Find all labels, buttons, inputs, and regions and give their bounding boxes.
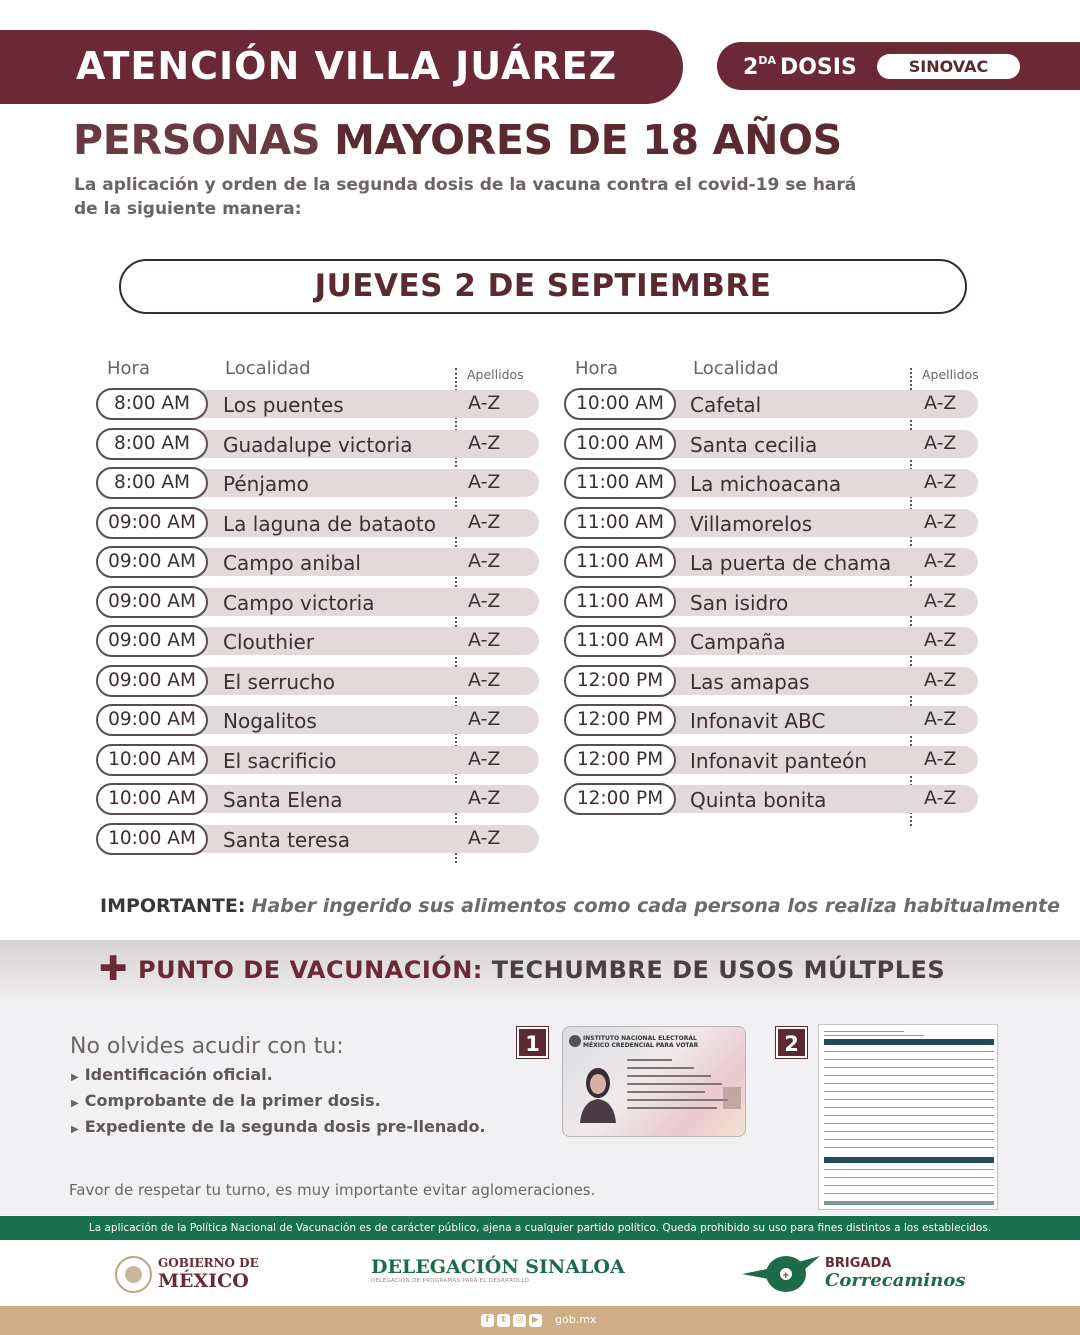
list-item bbox=[71, 1115, 486, 1141]
table-row bbox=[564, 704, 980, 736]
twitter-icon[interactable]: t bbox=[497, 1314, 510, 1327]
time-pill: 09:00 AM bbox=[96, 546, 208, 578]
requirement-text: Comprobante de la primer dosis. bbox=[84, 1091, 381, 1110]
gobierno-line1: GOBIERNO DE bbox=[158, 1256, 259, 1270]
surnames-cell: A-Z bbox=[924, 589, 957, 612]
footer-logos bbox=[0, 1240, 1080, 1306]
locality-cell: Villamorelos bbox=[690, 511, 813, 536]
schedule-table-right bbox=[564, 358, 980, 828]
locality-cell: Nogalitos bbox=[223, 709, 317, 733]
arrow-icon: ▶ bbox=[71, 1124, 79, 1135]
surnames-cell: A-Z bbox=[468, 668, 501, 691]
time-pill: 12:00 PM bbox=[564, 744, 676, 776]
dose-banner bbox=[717, 42, 1080, 90]
page-title: ATENCIÓN VILLA JUÁREZ bbox=[76, 44, 618, 88]
locality-cell: La puerta de chama bbox=[690, 551, 892, 575]
surnames-cell: A-Z bbox=[924, 431, 957, 454]
important-note bbox=[100, 895, 1060, 917]
surnames-cell: A-Z bbox=[468, 550, 501, 572]
time-pill: 09:00 AM bbox=[96, 625, 208, 657]
person-photo-icon bbox=[577, 1063, 619, 1123]
table-row bbox=[564, 467, 980, 499]
headline bbox=[73, 116, 842, 164]
surnames-cell: A-Z bbox=[924, 787, 957, 809]
surnames-cell: A-Z bbox=[924, 471, 957, 493]
correcaminos-label: Correcaminos bbox=[825, 1270, 966, 1291]
surnames-cell: A-Z bbox=[468, 392, 501, 414]
surnames-cell: A-Z bbox=[468, 747, 501, 770]
site-link[interactable]: gob.mx bbox=[555, 1313, 597, 1326]
table-row bbox=[96, 625, 541, 657]
surnames-cell: A-Z bbox=[468, 629, 501, 651]
schedule-table-left bbox=[96, 358, 541, 858]
mexico-seal-icon bbox=[569, 1035, 581, 1047]
title-banner bbox=[0, 30, 683, 104]
surnames-cell: A-Z bbox=[468, 471, 501, 493]
surnames-cell: A-Z bbox=[924, 510, 957, 533]
locality-cell: Clouthier bbox=[223, 630, 315, 654]
locality-cell: Cafetal bbox=[690, 393, 762, 417]
surnames-cell: A-Z bbox=[924, 629, 957, 651]
locality-cell: San isidro bbox=[690, 590, 789, 615]
locality-cell: La laguna de bataoto bbox=[223, 511, 436, 536]
table-row bbox=[96, 546, 541, 578]
list-item bbox=[71, 1089, 486, 1115]
table-row bbox=[564, 428, 980, 460]
time-pill: 8:00 AM bbox=[96, 388, 208, 420]
table-row bbox=[96, 783, 541, 815]
id-card-header: INSTITUTO NACIONAL ELECTORAL MÉXICO CREDENCIAL PARA VOTAR bbox=[583, 1035, 699, 1049]
time-pill: 11:00 AM bbox=[564, 625, 676, 657]
time-pill: 09:00 AM bbox=[96, 586, 208, 618]
dose-suffix: DA bbox=[758, 54, 776, 67]
locality-cell: Quinta bonita bbox=[690, 788, 827, 812]
table-row bbox=[564, 625, 980, 657]
table-row bbox=[564, 665, 980, 697]
surnames-cell: A-Z bbox=[468, 708, 501, 730]
table-row bbox=[96, 428, 541, 460]
header-apellidos: Apellidos bbox=[922, 367, 979, 382]
surnames-cell: A-Z bbox=[468, 787, 501, 809]
table-row bbox=[96, 467, 541, 499]
header-hora: Hora bbox=[575, 358, 618, 379]
header-localidad: Localidad bbox=[693, 358, 779, 379]
vaccination-form-image bbox=[818, 1024, 998, 1210]
time-pill: 12:00 PM bbox=[564, 783, 676, 815]
time-pill: 12:00 PM bbox=[564, 665, 676, 697]
vaccination-point-band bbox=[0, 940, 1080, 997]
time-pill: 10:00 AM bbox=[96, 823, 208, 855]
surnames-cell: A-Z bbox=[468, 510, 501, 533]
dose-number: 2 bbox=[743, 55, 759, 80]
locality-cell: La michoacana bbox=[690, 472, 842, 496]
surnames-cell: A-Z bbox=[924, 550, 957, 572]
table-row bbox=[96, 823, 541, 855]
locality-cell: Santa cecilia bbox=[690, 432, 818, 457]
dose-label bbox=[743, 54, 857, 80]
header-localidad: Localidad bbox=[225, 358, 311, 379]
list-item bbox=[71, 1063, 486, 1089]
locality-cell: Las amapas bbox=[690, 669, 810, 694]
table-row bbox=[96, 744, 541, 776]
arrow-icon: ▶ bbox=[71, 1098, 79, 1109]
locality-cell: El sacrificio bbox=[223, 748, 337, 773]
brigada-label: BRIGADA bbox=[825, 1256, 892, 1271]
table-row bbox=[564, 507, 980, 539]
important-label: IMPORTANTE: bbox=[100, 895, 246, 917]
requirement-text: Expediente de la segunda dosis pre-llenado. bbox=[84, 1117, 486, 1136]
time-pill: 10:00 AM bbox=[96, 744, 208, 776]
roadrunner-logo-icon bbox=[742, 1252, 822, 1296]
arrow-icon: ▶ bbox=[71, 1072, 79, 1083]
gobierno-seal-icon bbox=[115, 1256, 152, 1293]
headline-part2: MAYORES DE 18 AÑOS bbox=[334, 116, 842, 164]
requirement-text: Identificación oficial. bbox=[84, 1065, 273, 1084]
requirements-list bbox=[71, 1063, 486, 1141]
time-pill: 12:00 PM bbox=[564, 704, 676, 736]
locality-cell: Infonavit ABC bbox=[690, 709, 826, 733]
locality-cell: Santa Elena bbox=[223, 788, 343, 812]
table-row bbox=[564, 586, 980, 618]
id-card-image bbox=[562, 1026, 746, 1137]
intro-text: La aplicación y orden de la segunda dosis de la vacuna contra el covid-19 se hará de la siguiente manera: bbox=[74, 175, 857, 219]
delegacion-title: DELEGACIÓN SINALOA bbox=[371, 1256, 625, 1278]
locality-cell: Campo anibal bbox=[223, 551, 361, 575]
respect-note: Favor de respetar tu turno, es muy importante evitar aglomeraciones. bbox=[69, 1181, 596, 1199]
vaccination-point bbox=[138, 956, 945, 984]
locality-cell: Campo victoria bbox=[223, 590, 375, 615]
locality-cell: Pénjamo bbox=[223, 472, 309, 496]
number-badge-1: 1 bbox=[517, 1027, 548, 1058]
table-row bbox=[564, 388, 980, 420]
table-row bbox=[564, 783, 980, 815]
surnames-cell: A-Z bbox=[924, 708, 957, 730]
table-row bbox=[96, 704, 541, 736]
table-row bbox=[96, 586, 541, 618]
time-pill: 11:00 AM bbox=[564, 467, 676, 499]
vaccination-point-place: TECHUMBRE DE USOS MÚLTPLES bbox=[491, 956, 946, 984]
time-pill: 09:00 AM bbox=[96, 507, 208, 539]
table-row bbox=[96, 507, 541, 539]
header-apellidos: Apellidos bbox=[467, 367, 524, 382]
table-row bbox=[564, 744, 980, 776]
important-text: Haber ingerido sus alimentos como cada persona los realiza habitualmente bbox=[251, 895, 1061, 917]
date-box: JUEVES 2 DE SEPTIEMBRE bbox=[119, 259, 967, 314]
time-pill: 10:00 AM bbox=[96, 783, 208, 815]
time-pill: 10:00 AM bbox=[564, 388, 676, 420]
dose-word: DOSIS bbox=[779, 55, 857, 80]
locality-cell: Santa teresa bbox=[223, 827, 350, 852]
vaccine-badge: SINOVAC bbox=[877, 54, 1020, 79]
headline-part1: PERSONAS bbox=[73, 116, 321, 164]
legal-disclaimer: La aplicación de la Política Nacional de Vacunación es de carácter público, ajena a cualquier partido político. Queda prohibido su uso para fines distintos a los establecidos. bbox=[0, 1216, 1080, 1240]
number-badge-2: 2 bbox=[776, 1027, 807, 1058]
locality-cell: Guadalupe victoria bbox=[223, 432, 413, 457]
youtube-icon[interactable]: ▶ bbox=[529, 1314, 542, 1327]
plus-icon: ✚ bbox=[99, 949, 128, 989]
locality-cell: Los puentes bbox=[223, 393, 344, 417]
time-pill: 10:00 AM bbox=[564, 428, 676, 460]
requirements-title: No olvides acudir con tu: bbox=[70, 1034, 344, 1059]
svg-text:+: + bbox=[782, 1271, 790, 1281]
time-pill: 11:00 AM bbox=[564, 546, 676, 578]
social-icons bbox=[481, 1314, 542, 1327]
surnames-cell: A-Z bbox=[468, 431, 501, 454]
table-row bbox=[96, 388, 541, 420]
mini-photo bbox=[723, 1087, 741, 1109]
header-hora: Hora bbox=[107, 358, 150, 379]
surnames-cell: A-Z bbox=[924, 668, 957, 691]
table-row bbox=[96, 665, 541, 697]
table-row bbox=[564, 546, 980, 578]
time-pill: 8:00 AM bbox=[96, 428, 208, 460]
time-pill: 11:00 AM bbox=[564, 586, 676, 618]
locality-cell: Infonavit panteón bbox=[690, 748, 868, 773]
instagram-icon[interactable]: ◎ bbox=[513, 1314, 526, 1327]
facebook-icon[interactable]: f bbox=[481, 1314, 494, 1327]
time-pill: 09:00 AM bbox=[96, 665, 208, 697]
gobierno-line2: MÉXICO bbox=[158, 1270, 249, 1292]
time-pill: 11:00 AM bbox=[564, 507, 676, 539]
vaccination-point-label: PUNTO DE VACUNACIÓN: bbox=[138, 956, 483, 984]
surnames-cell: A-Z bbox=[924, 392, 957, 414]
locality-cell: El serrucho bbox=[223, 669, 335, 694]
surnames-cell: A-Z bbox=[468, 589, 501, 612]
locality-cell: Campaña bbox=[690, 630, 786, 654]
surnames-cell: A-Z bbox=[924, 747, 957, 770]
time-pill: 09:00 AM bbox=[96, 704, 208, 736]
time-pill: 8:00 AM bbox=[96, 467, 208, 499]
surnames-cell: A-Z bbox=[468, 826, 501, 849]
bottom-bar bbox=[0, 1306, 1080, 1335]
delegacion-subtitle: DELEGACIÓN DE PROGRAMAS PARA EL DESARROLLO bbox=[371, 1278, 530, 1284]
